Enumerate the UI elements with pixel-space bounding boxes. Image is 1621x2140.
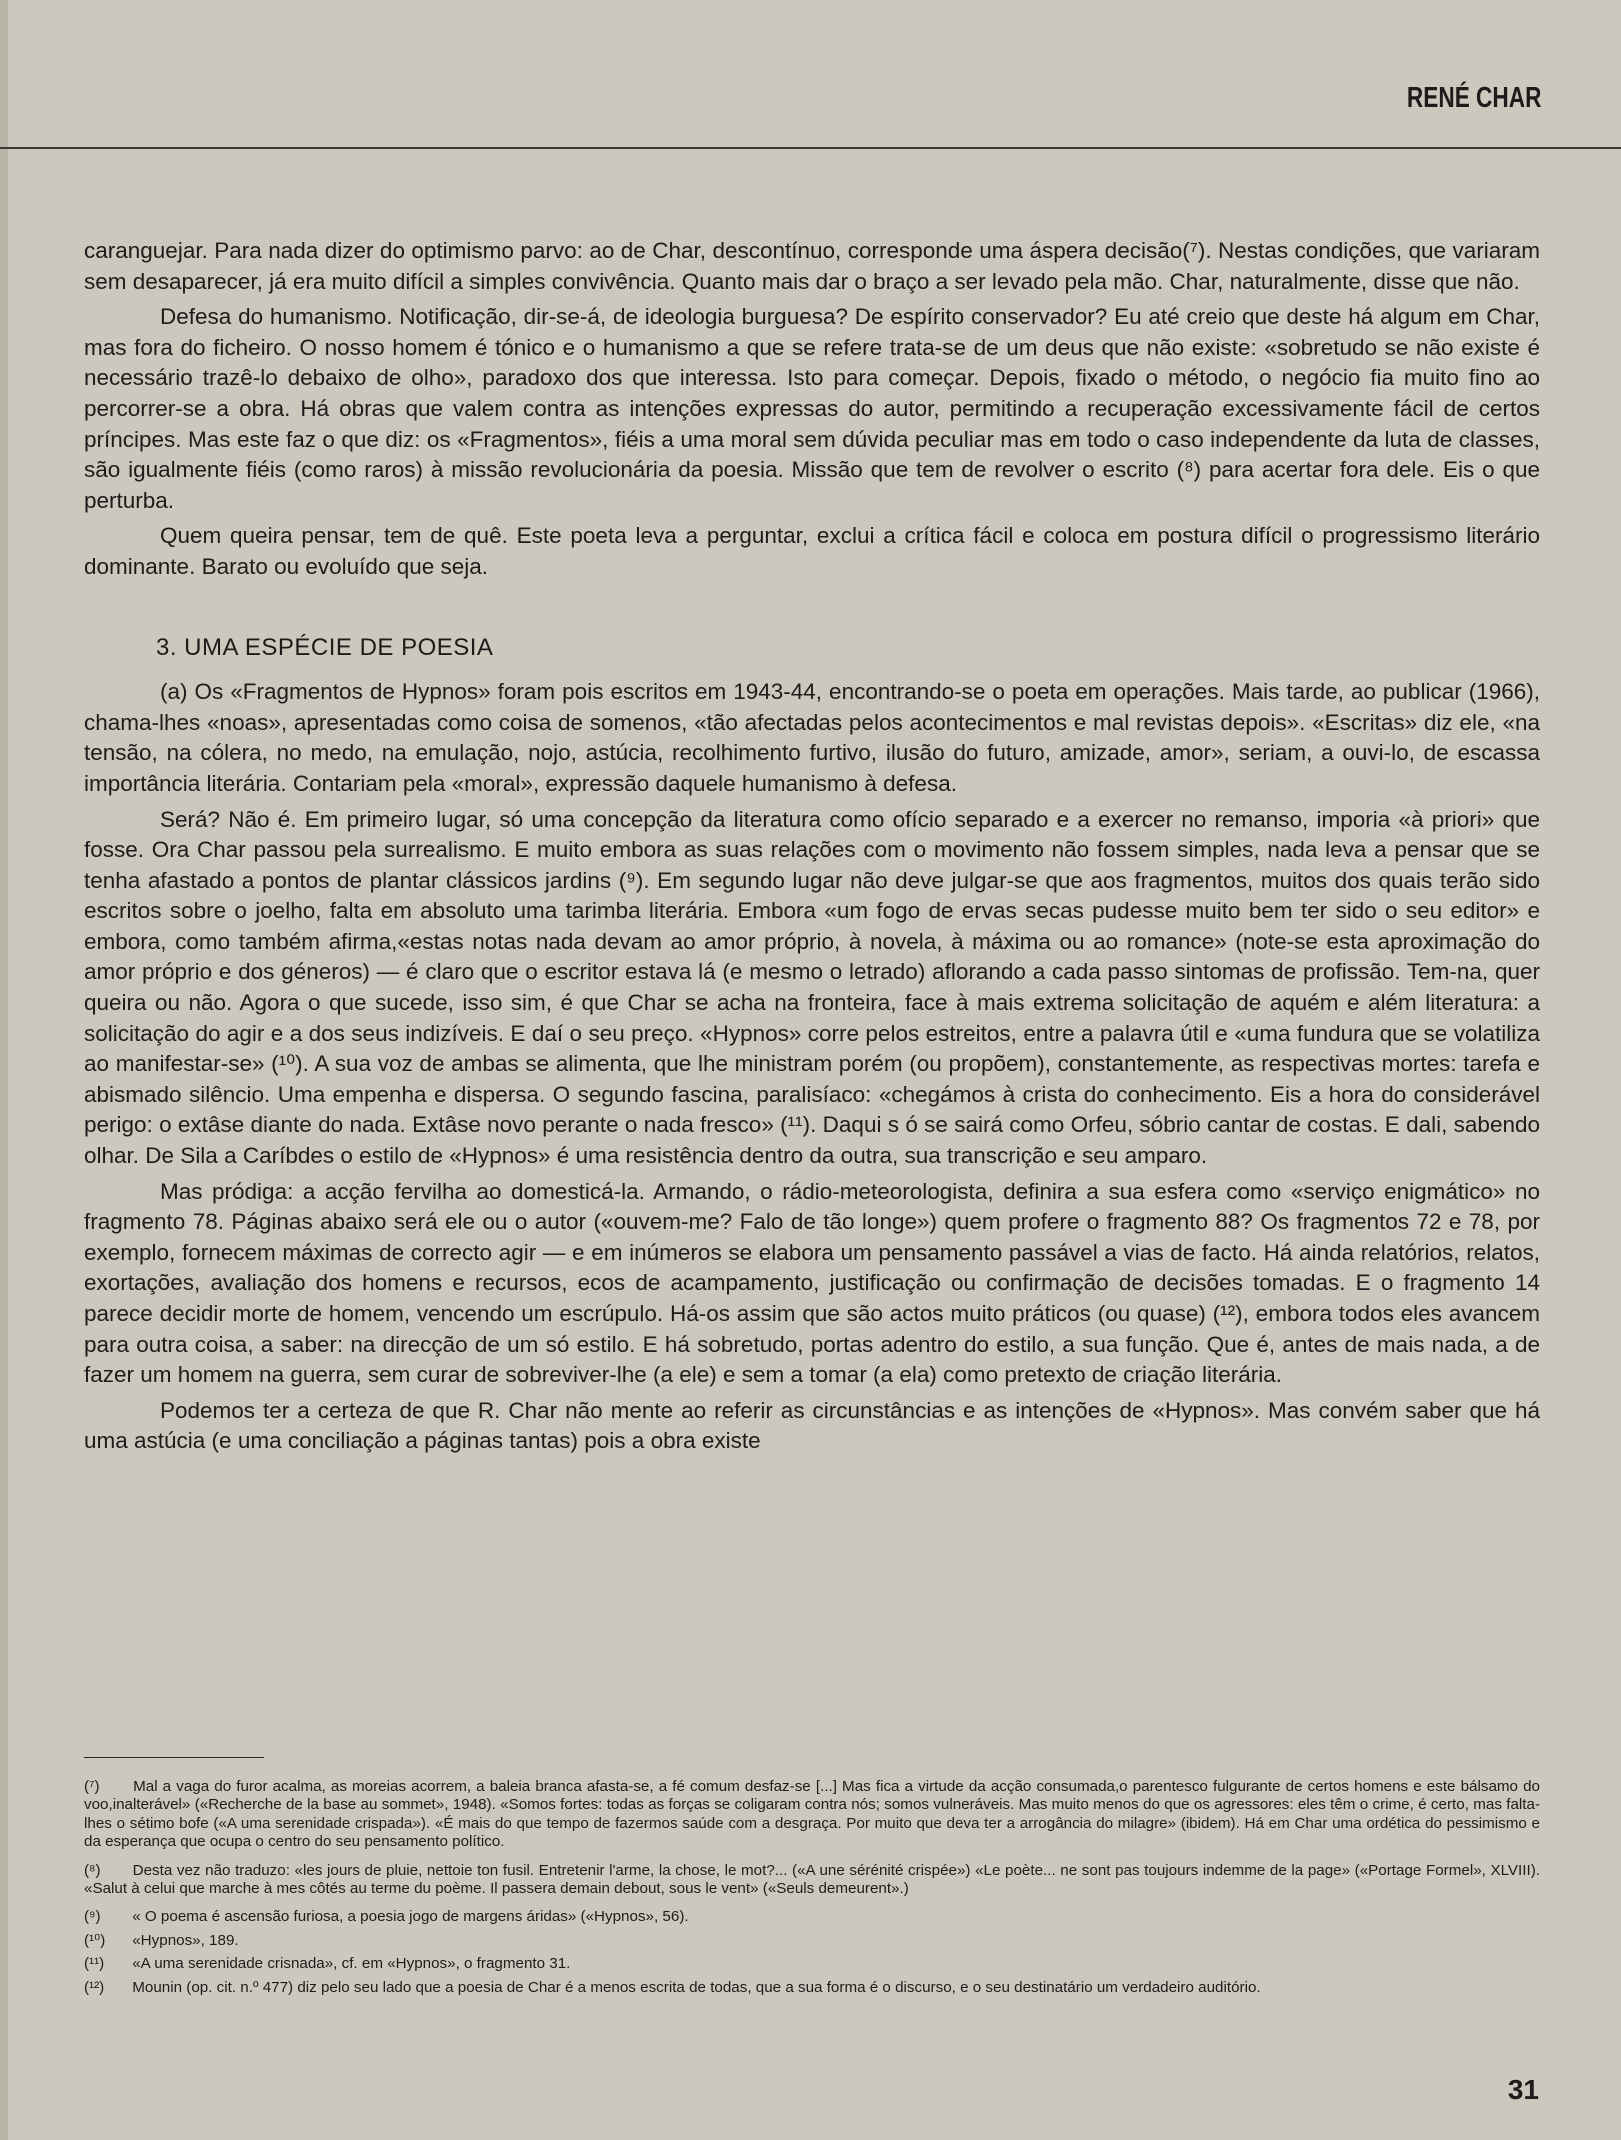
paragraph: Será? Não é. Em primeiro lugar, só uma concepção da literatura como ofício separado e a exercer no remanso, imporia «à priori» que fosse. Ora Char passou pela surrealismo. E muito embora as suas relações com o movimento não fossem simples, nada leva a pensar que se tenha afastado a pontos de plantar clássicos jardins (⁹). Em segundo lugar não deve julgar-se que aos fragmentos, muitos dos quais terão sido escritos sobre o joelho, falta em absoluto uma tarimba literária. Embora «um fogo de ervas secas pudesse muito bem ter sido o seu editor» e embora, como também afirma,«estas notas nada devam ao amor próprio, à novela, à máxima ou ao romance» (note-se esta aproximação do amor próprio e dos géneros) — é claro que o escritor estava lá (e mesmo o letrado) aflorando a cada passo sintomas de profissão. Tem-na, quer queira ou não. Agora o que sucede, isso sim, é que Char se acha na fronteira, face à mais extrema solicitação de aquém e além literatura: a solicitação do agir e a dos seus indizíveis. E daí o seu preço. «Hypnos» corre pelos estreitos, entre a palavra útil e «uma fundura que se volatiliza ao manifestar-se» (¹⁰). A sua voz de ambas se alimenta, que lhe ministram porém (ou propõem), constantemente, as respectivas mortes: tarefa e abismado silêncio. Uma empenha e dispersa. O segundo fascina, paralisíaco: «chegámos à crista do conhecimento. Eis a hora do considerável perigo: o extâse diante do nada. Extâse novo perante o nada fresco» (¹¹). Daqui s ó se sairá como Orfeu, sóbrio cantar de costas. E dali, sabendo olhar. De Sila a Caríbdes o estilo de «Hypnos» é uma resistência dentro da outra, sua transcrição e seu amparo. <box>84 806 1540 1169</box>
header-rule <box>0 147 1621 149</box>
paragraph: Mas pródiga: a acção fervilha ao domesticá-la. Armando, o rádio-meteorologista, definira a sua esfera como «serviço enigmático» no fragmento 78. Páginas abaixo será ele ou o autor («ouvem-me? Falo de tão longe») quem profere o fragmento 88? Os fragmentos 72 e 78, por exemplo, fornecem máximas de correcto agir — e em inúmeros se elabora um pensamento passável a vias de facto. Há ainda relatórios, relatos, exortações, avaliação dos homens e recursos, ecos de acampamento, justificação ou confirmação de decisões tomadas. E o fragmento 14 parece decidir morte de homem, vencendo um escrúpulo. Há-os assim que são actos muito práticos (ou quase) (¹²), embora todos eles avancem para outra coisa, a saber: na direcção de um só estilo. E há sobretudo, portas adentro do estilo, a sua função. Que é, antes de mais nada, a de fazer um homem na guerra, sem curar de sobreviver-lhe (a ele) e sem a tomar (a ela) como pretexto de criação literária. <box>84 1178 1540 1388</box>
footnote-text: « O poema é ascensão furiosa, a poesia jogo de margens áridas» («Hypnos», 56). <box>132 1908 689 1926</box>
paragraph: (a) Os «Fragmentos de Hypnos» foram pois escritos em 1943-44, encontrando-se o poeta em operações. Mais tarde, ao publicar (1966), chama-lhes «noas», apresentadas como coisa de somenos, «tão afectadas pelos acontecimentos e mal revistas depois». «Escritas» diz ele, «na tensão, na cólera, no medo, na emulação, nojo, astúcia, recolhimento furtivo, ilusão do futuro, amizade, amor», seriam, a ouvi-lo, de escassa importância literária. Contariam pela «moral», expressão daquele humanismo à defesa. <box>84 679 1540 796</box>
paragraph: Quem queira pensar, tem de quê. Este poeta leva a perguntar, exclui a crítica fácil e coloca em postura difícil o progressismo literário dominante. Barato ou evoluído que seja. <box>84 523 1540 579</box>
footnote-number: (¹²) <box>84 1978 105 1996</box>
footnote-number: (¹⁰) <box>84 1931 106 1949</box>
footnote-7 <box>84 1778 1540 1852</box>
paragraph: Defesa do humanismo. Notificação, dir-se-á, de ideologia burguesa? De espírito conservador? Eu até creio que deste há algum em Char, mas fora do ficheiro. O nosso homem é tónico e o humanismo a que se refere trata-se de um deus que não existe: «sobretudo se não existe é necessário trazê-lo debaixo de olho», paradoxo dos que interessa. Isto para começar. Depois, fixado o método, o negócio fia muito fino ao percorrer-se a obra. Há obras que valem contra as intenções expressas do autor, permitindo a recuperação excessivamente fácil de certos príncipes. Mas este faz o que diz: os «Fragmentos», fiéis a uma moral sem dúvida peculiar mas em todo o caso independente da luta de classes, são igualmente fiéis (como raros) à missão revolucionária da poesia. Missão que tem de revolver o escrito (⁸) para acertar fora dele. Eis o que perturba. <box>84 304 1540 513</box>
footnote-text: Mal a vaga do furor acalma, as moreias acorrem, a baleia branca afasta-se, a fé comum desfaz-se [...] Mas fica a virtude da acção consumada,o parentesco fulgurante de certos homens e este bálsamo do voo,inalterável» («Recherche de la base au sommet», 1948). «Somos fortes: todas as forças se coligaram contra nós; somos vulneráveis. Mas muito menos do que os agressores: eles têm o crime, é certo, mas falta-lhes o sétimo bofe («A uma serenidade crispada»). «É mais do que tempo de fazermos saúde com a desgraça. Por muito que deva ter a arrogância do milagre» (ibidem). Há em Char uma ordética do pessimismo e da esperança que ocupa o centro do seu pensamento político. <box>84 1778 1540 1851</box>
section-heading: 3. UMA ESPÉCIE DE POESIA <box>156 633 494 661</box>
footnote-10 <box>84 1932 1540 1950</box>
main-text <box>84 236 1540 1457</box>
footnote-12 <box>84 1979 1540 1997</box>
paragraph: caranguejar. Para nada dizer do optimismo parvo: ao de Char, descontínuo, corresponde uma áspera decisão(⁷). Nestas condições, que variaram sem desaparecer, já era muito difícil a simples convivência. Quanto mais dar o braço a ser levado pela mão. Char, naturalmente, disse que não. <box>84 238 1540 294</box>
footnotes <box>84 1778 1540 2002</box>
paragraph: Podemos ter a certeza de que R. Char não mente ao referir as circunstâncias e as intenções de «Hypnos». Mas convém saber que há uma astúcia (e uma conciliação a páginas tantas) pois a obra existe <box>84 1397 1540 1454</box>
footnote-9 <box>84 1908 1540 1926</box>
footnote-11 <box>84 1955 1540 1973</box>
footnote-text: Desta vez não traduzo: «les jours de pluie, nettoie ton fusil. Entretenir l'arme, la chose, le mot?... («A une sérénité crispée») «Le poète... ne sont pas toujours indemme de la page» («Portage Formel», XLVIII). «Salut à celui que marche à mes côtés au terme du poème. Il passera demain debout, sous le vent» («Seuls demeurent».) <box>84 1861 1540 1898</box>
running-head: RENÉ CHAR <box>1406 82 1541 114</box>
footnote-number: (¹¹) <box>84 1955 105 1973</box>
footnote-number: (⁷) <box>84 1778 100 1795</box>
footnote-8 <box>84 1862 1540 1899</box>
footnote-rule <box>84 1757 264 1758</box>
footnote-text: Mounin (op. cit. n.º 477) diz pelo seu lado que a poesia de Char é a menos escrita de todas, que a sua forma é o discurso, e o seu destinatário um verdadeiro auditório. <box>132 1978 1261 1996</box>
footnote-text: «Hypnos», 189. <box>132 1931 239 1949</box>
footnote-number: (⁹) <box>84 1908 101 1926</box>
footnote-number: (⁸) <box>84 1861 101 1879</box>
page-number: 31 <box>1507 2074 1539 2105</box>
footnote-text: «A uma serenidade crisnada», cf. em «Hypnos», o fragmento 31. <box>132 1955 571 1973</box>
